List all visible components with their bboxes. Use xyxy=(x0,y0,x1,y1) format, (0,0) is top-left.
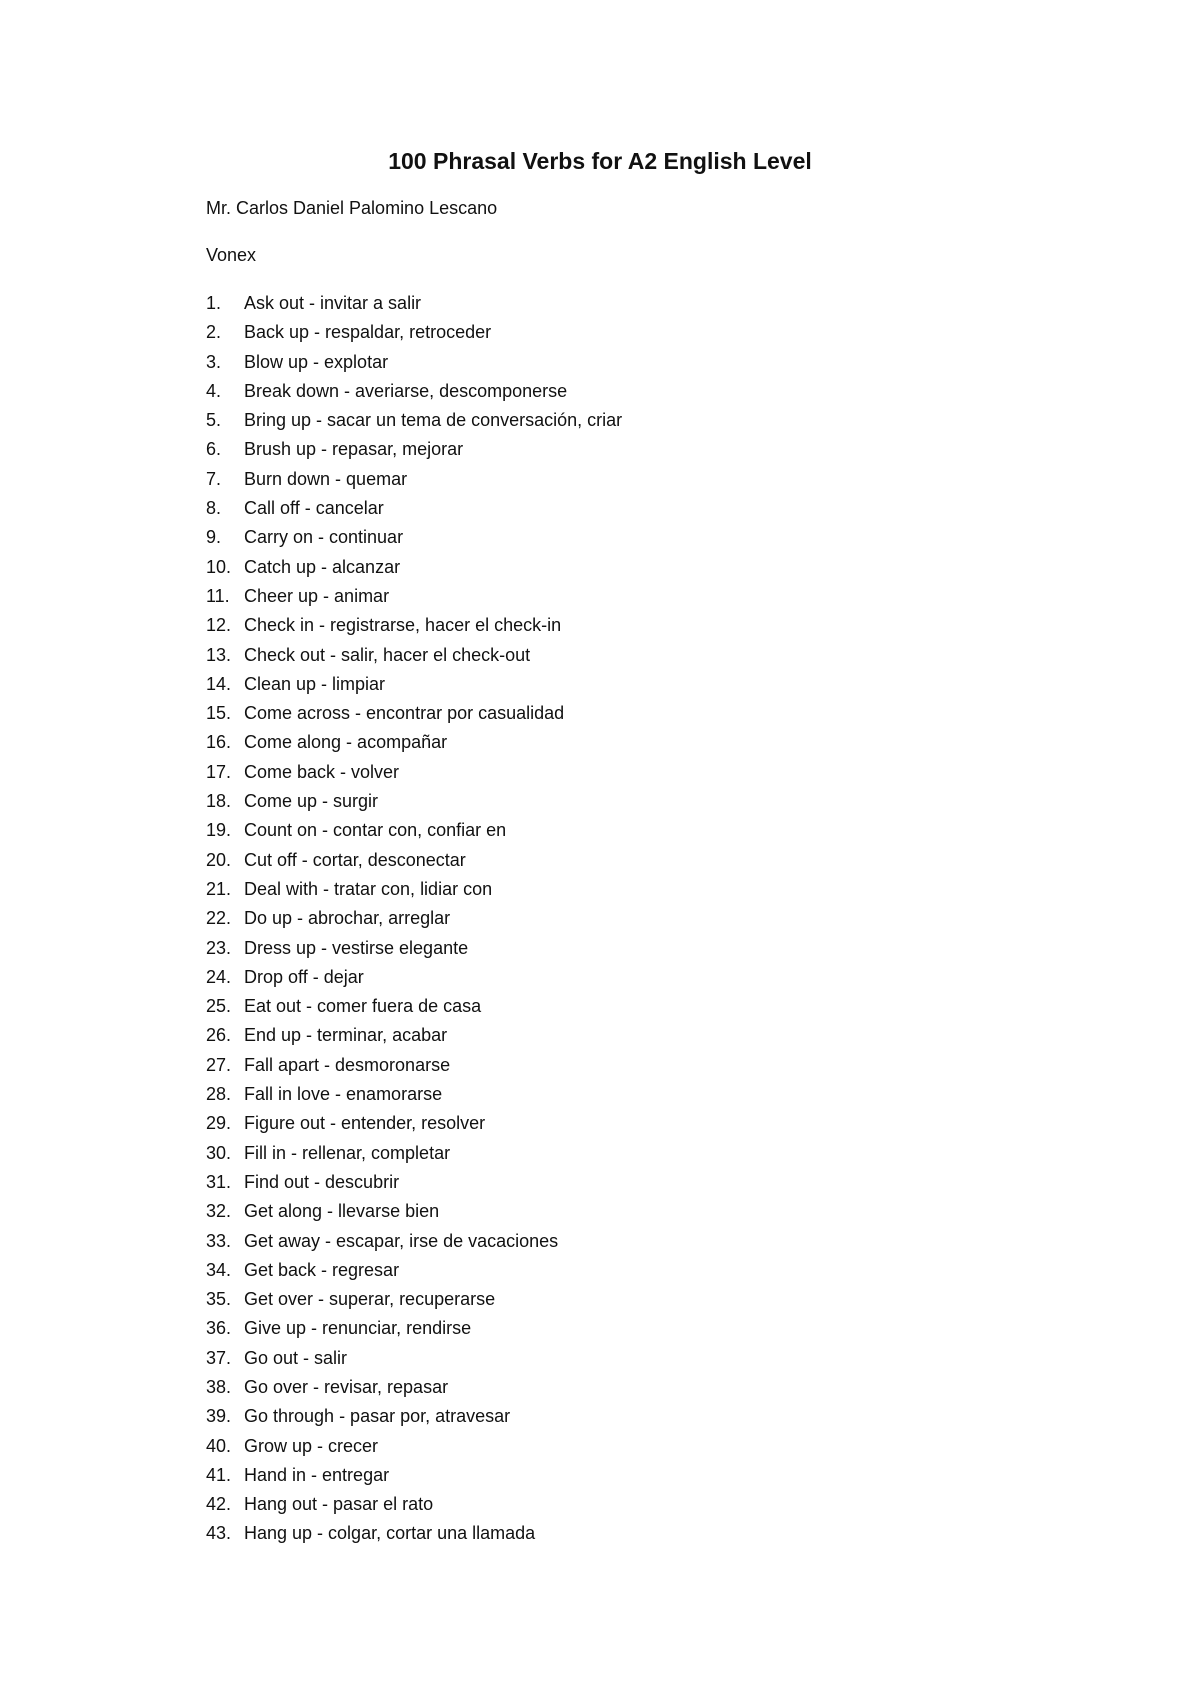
list-item xyxy=(206,1461,622,1490)
list-item-text: Come along - acompañar xyxy=(244,732,448,753)
list-item-number: 5. xyxy=(206,410,222,431)
list-item xyxy=(206,1314,622,1343)
list-item xyxy=(206,289,622,318)
list-item-text: Count on - contar con, confiar en xyxy=(244,820,507,841)
list-item xyxy=(206,1344,622,1373)
list-item-number: 1. xyxy=(206,293,222,313)
list-item-text: Fill in - rellenar, completar xyxy=(244,1142,451,1163)
list-item-number: 20. xyxy=(206,849,232,870)
list-item xyxy=(206,904,622,933)
list-item-number: 7. xyxy=(206,468,222,489)
list-item-number: 35. xyxy=(206,1289,232,1310)
list-item-number: 29. xyxy=(206,1113,232,1134)
list-item-number: 31. xyxy=(206,1171,232,1192)
list-item-text: Get away - escapar, irse de vacaciones xyxy=(244,1230,559,1251)
list-item xyxy=(206,523,622,552)
list-item-text: Get back - regresar xyxy=(244,1259,400,1280)
list-item xyxy=(206,934,622,963)
list-item-text: Figure out - entender, resolver xyxy=(244,1113,486,1134)
list-item-number: 17. xyxy=(206,761,232,782)
list-item xyxy=(206,465,622,494)
list-item xyxy=(206,787,622,816)
list-item-text: Bring up - sacar un tema de conversación, criar xyxy=(244,410,623,431)
list-item xyxy=(206,875,622,904)
list-item xyxy=(206,582,622,611)
list-item-number: 19. xyxy=(206,820,232,841)
list-item-number: 23. xyxy=(206,937,232,958)
list-item-number: 14. xyxy=(206,673,232,694)
list-item xyxy=(206,641,622,670)
list-item xyxy=(206,318,622,347)
list-item-number: 42. xyxy=(206,1494,232,1515)
list-item-number: 39. xyxy=(206,1406,232,1427)
list-item xyxy=(206,1109,622,1138)
list-item xyxy=(206,1432,622,1461)
list-item-number: 43. xyxy=(206,1523,232,1544)
list-item-text: Fall apart - desmoronarse xyxy=(244,1054,451,1075)
list-item-text: Blow up - explotar xyxy=(244,351,389,372)
list-item-text: Go through - pasar por, atravesar xyxy=(244,1406,511,1427)
list-item xyxy=(206,699,622,728)
list-item-number: 22. xyxy=(206,908,232,929)
list-item-number: 15. xyxy=(206,703,232,724)
list-item-number: 18. xyxy=(206,791,232,812)
list-item-number: 41. xyxy=(206,1464,232,1485)
list-item xyxy=(206,1490,622,1519)
list-item xyxy=(206,1519,622,1548)
list-item xyxy=(206,494,622,523)
list-item xyxy=(206,1227,622,1256)
list-item xyxy=(206,1021,622,1050)
list-item-text: Check out - salir, hacer el check-out xyxy=(244,644,531,665)
list-item-text: Do up - abrochar, arreglar xyxy=(244,908,451,929)
list-item-number: 10. xyxy=(206,556,232,577)
list-item-number: 33. xyxy=(206,1230,232,1251)
list-item xyxy=(206,670,622,699)
list-item-text: Get along - llevarse bien xyxy=(244,1201,440,1222)
list-item xyxy=(206,1285,622,1314)
list-item-text: Cheer up - animar xyxy=(244,585,390,606)
list-item-text: Go out - salir xyxy=(244,1347,348,1368)
list-item-text: Come back - volver xyxy=(244,761,400,782)
list-item xyxy=(206,1373,622,1402)
list-item-text: Hand in - entregar xyxy=(244,1464,390,1485)
list-item-text: Call off - cancelar xyxy=(244,498,384,519)
list-item-text: Deal with - tratar con, lidiar con xyxy=(244,878,493,899)
list-item-text: Ask out - invitar a salir xyxy=(244,293,422,313)
list-item-text: Go over - revisar, repasar xyxy=(244,1376,449,1397)
list-item-text: Drop off - dejar xyxy=(244,966,364,987)
list-item xyxy=(206,992,622,1021)
list-item xyxy=(206,846,622,875)
list-item xyxy=(206,348,622,377)
list-item xyxy=(206,1139,622,1168)
page-title: 100 Phrasal Verbs for A2 English Level xyxy=(388,148,812,174)
list-item-text: Back up - respaldar, retroceder xyxy=(244,322,492,343)
list-item xyxy=(206,1080,622,1109)
list-item-number: 30. xyxy=(206,1142,232,1163)
list-item xyxy=(206,758,622,787)
list-item-text: Hang out - pasar el rato xyxy=(244,1494,434,1515)
list-item-text: Fall in love - enamorarse xyxy=(244,1084,443,1105)
list-item-number: 16. xyxy=(206,732,232,753)
list-item xyxy=(206,1256,622,1285)
list-item-number: 3. xyxy=(206,351,222,372)
list-item-text: Grow up - crecer xyxy=(244,1435,379,1456)
list-item xyxy=(206,553,622,582)
list-item-text: Come up - surgir xyxy=(244,791,379,812)
list-item-text: Check in - registrarse, hacer el check-in xyxy=(244,615,562,636)
list-item-number: 12. xyxy=(206,615,232,636)
list-item-number: 28. xyxy=(206,1084,232,1105)
list-item xyxy=(206,377,622,406)
list-item xyxy=(206,1402,622,1431)
list-item-number: 4. xyxy=(206,380,222,401)
list-item-text: Dress up - vestirse elegante xyxy=(244,937,469,958)
list-item-number: 11. xyxy=(206,585,230,606)
author-name: Mr. Carlos Daniel Palomino Lescano xyxy=(206,198,498,218)
list-item-number: 34. xyxy=(206,1259,232,1280)
list-item-number: 38. xyxy=(206,1376,232,1397)
list-item-text: Brush up - repasar, mejorar xyxy=(244,439,464,460)
list-item-text: Give up - renunciar, rendirse xyxy=(244,1318,472,1339)
list-item-number: 2. xyxy=(206,322,222,343)
list-item-number: 6. xyxy=(206,439,222,460)
list-item xyxy=(206,816,622,845)
list-item-number: 25. xyxy=(206,996,232,1017)
list-item xyxy=(206,728,622,757)
list-item-number: 26. xyxy=(206,1025,232,1046)
list-item-text: Eat out - comer fuera de casa xyxy=(244,996,482,1017)
list-item-number: 13. xyxy=(206,644,232,665)
list-item-text: Clean up - limpiar xyxy=(244,673,386,694)
list-item-number: 24. xyxy=(206,966,232,987)
list-item xyxy=(206,435,622,464)
list-item-text: Break down - averiarse, descomponerse xyxy=(244,380,568,401)
list-item xyxy=(206,1197,622,1226)
list-item xyxy=(206,1051,622,1080)
list-item-text: Carry on - continuar xyxy=(244,527,404,548)
phrasal-verb-list xyxy=(206,289,622,1549)
list-item-number: 21. xyxy=(206,878,232,899)
list-item xyxy=(206,963,622,992)
list-item-number: 40. xyxy=(206,1435,232,1456)
organization-name: Vonex xyxy=(206,245,257,265)
list-item-text: Catch up - alcanzar xyxy=(244,556,401,577)
list-item xyxy=(206,611,622,640)
list-item-number: 9. xyxy=(206,527,222,548)
list-item-number: 37. xyxy=(206,1347,232,1368)
list-item-text: Burn down - quemar xyxy=(244,468,408,489)
list-item-text: Find out - descubrir xyxy=(244,1171,400,1192)
list-item-number: 8. xyxy=(206,498,222,519)
list-item-number: 32. xyxy=(206,1201,232,1222)
list-item-number: 27. xyxy=(206,1054,232,1075)
list-item-text: Come across - encontrar por casualidad xyxy=(244,703,565,724)
list-item-text: End up - terminar, acabar xyxy=(244,1025,448,1046)
list-item-text: Get over - superar, recuperarse xyxy=(244,1289,496,1310)
list-item-number: 36. xyxy=(206,1318,232,1339)
list-item-text: Hang up - colgar, cortar una llamada xyxy=(244,1523,536,1544)
list-item-text: Cut off - cortar, desconectar xyxy=(244,849,466,870)
list-item xyxy=(206,1168,622,1197)
list-item xyxy=(206,406,622,435)
